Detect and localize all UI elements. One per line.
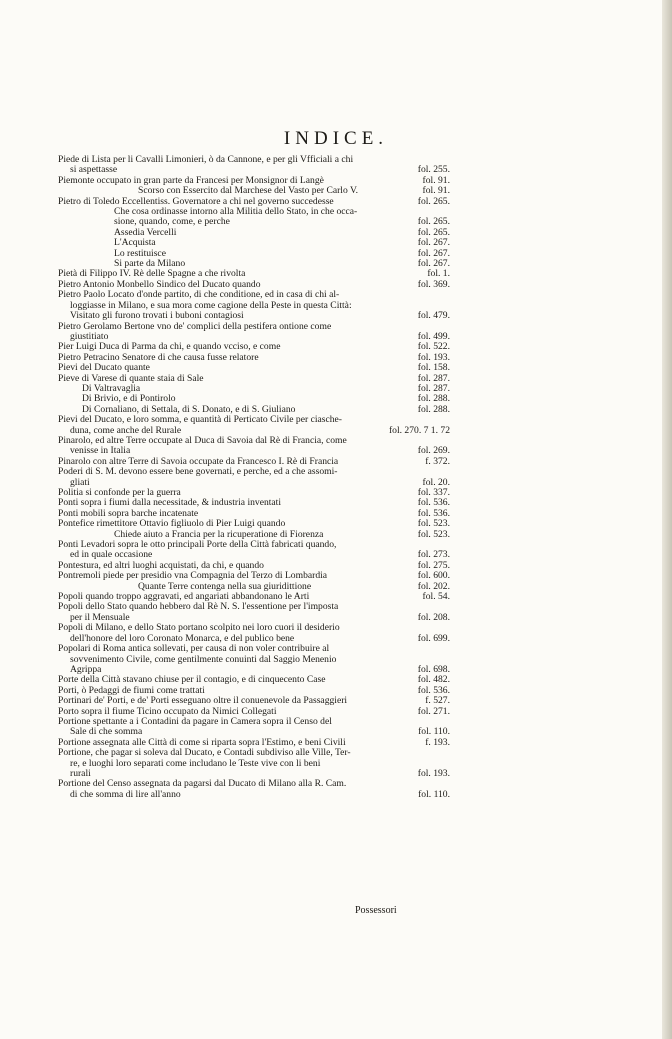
entry-ref: fol. 202. <box>417 580 450 592</box>
entry-text: dell'honore del loro Coronato Monarca, e del publico bene <box>70 633 295 644</box>
index-entry <box>58 644 450 654</box>
entry-ref: fol. 536. <box>417 497 450 509</box>
entry-ref <box>446 644 450 654</box>
entry-text: Popoli quando troppo aggravati, ed angariati abbandonano le Arti <box>58 592 310 603</box>
entry-ref <box>446 415 450 425</box>
entry-ref: fol. 288. <box>417 393 450 405</box>
entry-text: Che cosa ordinasse intorno alla Militia dello Stato, in che occa- <box>114 207 358 218</box>
entry-ref: f. 527. <box>425 695 450 707</box>
index-entry <box>58 613 450 623</box>
entry-text: Sale di che somma <box>70 727 143 738</box>
entry-text: Pontefice rimettitore Ottavio figliuolo di Pier Luigi quando <box>58 519 286 530</box>
index-entry <box>58 228 450 238</box>
entry-ref: fol. 267. <box>417 247 450 259</box>
entry-ref: fol. 275. <box>417 559 450 571</box>
index-entry <box>58 426 450 436</box>
entry-text: Pietro Antonio Monbello Sindico del Ducato quando <box>58 279 261 290</box>
index-entry <box>58 186 450 196</box>
index-entry <box>58 207 450 217</box>
page-edge <box>662 0 672 1039</box>
entry-text: loggiasse in Milano, e sua mora come cagione della Peste in questa Città: <box>70 300 352 311</box>
entry-text: Scorso con Essercito dal Marchese del Vasto per Carlo V. <box>138 186 359 197</box>
index-entry <box>58 259 450 269</box>
index-entry <box>58 779 450 789</box>
entry-ref: fol. 193. <box>417 351 450 363</box>
index-entry <box>58 165 450 175</box>
index-entry <box>58 197 450 207</box>
entry-text: Portione, che pagar si soleva dal Ducato, e Contadi subdiviso alle Ville, Ter- <box>58 748 351 759</box>
entry-text: Portinari de' Porti, e de' Porti esseguano oltre il conuenevole da Passaggieri <box>58 696 348 707</box>
index-entry <box>58 363 450 373</box>
entry-text: rurali <box>70 768 91 779</box>
entry-text: Piemonte occupato in gran parte da Francesi per Monsignor di Langè <box>58 175 324 186</box>
index-entry <box>58 332 450 342</box>
entry-text: sione, quando, come, e perche <box>114 217 230 228</box>
index-entry <box>58 342 450 352</box>
entry-text: Popoli dello Stato quando hebbero dal Rè N. S. l'essentione per l'imposta <box>58 602 339 613</box>
entry-text: Chiede aiuto a Francia per la ricuperatione di Fiorenza <box>114 529 324 540</box>
entry-text: Di Brivio, e di Pontirolo <box>82 394 176 405</box>
entry-text: giustitiato <box>70 331 109 342</box>
entry-ref: fol. 271. <box>417 705 450 717</box>
entry-ref: fol. 523. <box>417 518 450 530</box>
entry-ref: fol. 267. <box>417 258 450 270</box>
index-entry <box>58 550 450 560</box>
index-entry <box>58 519 450 529</box>
entry-ref: fol. 54. <box>422 591 450 603</box>
index-entry <box>58 322 450 332</box>
entry-text: Pinarolo con altre Terre di Savoia occupate da Francesco I. Rè di Francia <box>58 456 339 467</box>
entry-text: Politia si confonde per la guerra <box>58 488 181 498</box>
entry-text: venisse in Italia <box>70 446 131 457</box>
catchword: Possessori <box>355 905 397 916</box>
entry-text: Pieve di Varese di quante staia di Sale <box>58 373 204 384</box>
entry-ref: fol. 265. <box>417 226 450 238</box>
index-entry <box>58 530 450 540</box>
entry-text: Pontestura, ed altri luoghi acquistati, da chi, e quando <box>58 560 264 571</box>
entry-text: ed in quale occasione <box>70 550 153 561</box>
entry-text: Agrippa <box>70 664 102 675</box>
entry-ref: fol. 699. <box>417 632 450 644</box>
entry-text: gliati <box>70 477 90 488</box>
index-entry <box>58 707 450 717</box>
entry-text: Ponti Levadori sopra le otto principali Porte della Città fabricati quando, <box>58 540 337 551</box>
index-entry <box>58 675 450 685</box>
index-entries <box>58 155 450 800</box>
entry-text: Ponti mobili sopra barche incatenate <box>58 508 199 519</box>
index-entry <box>58 269 450 279</box>
index-entry <box>58 155 450 165</box>
entry-ref: fol. 267. <box>417 237 450 249</box>
entry-text: per il Mensuale <box>70 612 130 623</box>
index-entry <box>58 696 450 706</box>
entry-text: duna, come anche del Rurale <box>70 425 182 436</box>
index-entry <box>58 655 450 665</box>
entry-ref: fol. 273. <box>417 549 450 561</box>
entry-ref: fol. 265. <box>417 216 450 228</box>
entry-ref: fol. 600. <box>417 570 450 582</box>
index-entry <box>58 665 450 675</box>
index-entry <box>58 446 450 456</box>
entry-text: Assedia Vercelli <box>114 227 177 238</box>
entry-text: Si parte da Milano <box>114 259 186 270</box>
entry-ref: fol. 193. <box>417 767 450 779</box>
entry-text: Di Valtravaglia <box>82 383 141 394</box>
entry-ref: fol. 482. <box>417 674 450 686</box>
entry-text: Visitato gli furono trovati i buboni contagiosi <box>70 311 244 322</box>
entry-ref: fol. 288. <box>417 403 450 415</box>
entry-text: Pievi del Ducato, e loro somma, e quantità di Perticato Civile per ciasche- <box>58 415 342 426</box>
index-entry <box>58 488 450 498</box>
entry-ref <box>446 748 450 758</box>
index-entry <box>58 217 450 227</box>
entry-text: Pietro di Toledo Eccellentiss. Governatore a chi nel governo succedesse <box>58 196 334 207</box>
entry-ref: fol. 91. <box>422 185 450 197</box>
entry-ref: fol. 110. <box>418 788 450 800</box>
entry-ref: fol. 369. <box>417 278 450 290</box>
index-entry <box>58 748 450 758</box>
index-entry <box>58 384 450 394</box>
entry-text: Portione spettante a i Contadini da pagare in Camera sopra il Censo del <box>58 716 332 727</box>
entry-ref: fol. 523. <box>417 528 450 540</box>
index-entry <box>58 405 450 415</box>
index-entry <box>58 238 450 248</box>
page-title: INDICE. <box>283 128 389 149</box>
index-entry <box>58 509 450 519</box>
entry-ref: fol. 698. <box>417 663 450 675</box>
entry-ref: fol. 265. <box>417 195 450 207</box>
index-entry <box>58 436 450 446</box>
entry-ref: fol. 522. <box>417 341 450 353</box>
entry-ref: fol. 91. <box>422 174 450 186</box>
entry-text: Pontremoli piede per presidio vna Compagnia del Terzo di Lombardia <box>58 571 328 582</box>
entry-ref: f. 193. <box>425 736 450 748</box>
index-entry <box>58 790 450 800</box>
entry-text: Popoli di Milano, e dello Stato portano scolpito nei loro cuori il desiderio <box>58 623 340 634</box>
entry-text: Pietro Paolo Locato d'onde partito, di che conditione, ed in casa di chi al- <box>58 290 340 301</box>
index-entry <box>58 592 450 602</box>
index-entry <box>58 353 450 363</box>
entry-text: di che somma di lire all'anno <box>70 789 181 800</box>
entry-text: Portione del Censo assegnata da pagarsi dal Ducato di Milano alla R. Cam. <box>58 779 347 790</box>
index-entry <box>58 738 450 748</box>
entry-text: Piede di Lista per li Cavalli Limonieri, ò da Cannone, e per gli Vfficiali a chi <box>58 155 354 165</box>
index-entry <box>58 374 450 384</box>
entry-text: Pinarolo, ed altre Terre occupate al Duca di Savoia dal Rè di Francia, come <box>58 435 347 446</box>
entry-text: Popolari di Roma antica sollevati, per causa di non voler contribuire al <box>58 644 330 655</box>
entry-text: sovvenimento Civile, come gentilmente conuinti dal Saggio Menenio <box>70 654 337 665</box>
entry-ref: fol. 269. <box>417 445 450 457</box>
entry-text: Porti, ò Pedaggi de fiumi come trattati <box>58 685 205 696</box>
entry-ref: fol. 158. <box>417 362 450 374</box>
entry-ref: fol. 20. <box>422 476 450 488</box>
entry-ref: fol. 479. <box>417 310 450 322</box>
index-entry <box>58 290 450 300</box>
index-entry <box>58 478 450 488</box>
index-entry <box>58 467 450 477</box>
index-entry <box>58 623 450 633</box>
entry-ref: fol. 536. <box>417 507 450 519</box>
entry-ref: fol. 337. <box>417 487 450 498</box>
index-entry <box>58 571 450 581</box>
index-entry <box>58 561 450 571</box>
index-entry <box>58 634 450 644</box>
index-entry <box>58 415 450 425</box>
index-entry <box>58 457 450 467</box>
entry-ref <box>446 290 450 300</box>
entry-ref: fol. 287. <box>417 382 450 394</box>
entry-ref: fol. 536. <box>417 684 450 696</box>
entry-ref: fol. 287. <box>417 372 450 384</box>
index-entry <box>58 717 450 727</box>
index-entry <box>58 540 450 550</box>
entry-text: si aspettasse <box>70 165 118 176</box>
index-entry <box>58 280 450 290</box>
entry-text: Lo restituisce <box>114 248 166 259</box>
index-entry <box>58 249 450 259</box>
entry-ref: fol. 110. <box>418 726 450 738</box>
entry-ref: fol. 208. <box>417 611 450 623</box>
entry-text: Poderi di S. M. devono essere bene governati, e perche, ed a che assomi- <box>58 467 338 478</box>
index-entry <box>58 176 450 186</box>
index-entry <box>58 759 450 769</box>
entry-text: Ponti sopra i fiumi dalla necessitade, & industria inventati <box>58 498 282 509</box>
entry-text: L'Acquista <box>114 238 156 249</box>
index-entry <box>58 686 450 696</box>
entry-text: Portione assegnata alle Città di come si riparta sopra l'Estimo, e beni Civili <box>58 737 346 748</box>
entry-ref: fol. 499. <box>417 330 450 342</box>
entry-text: Pietro Petracino Senatore di che causa fusse relatore <box>58 352 259 363</box>
entry-text: Pier Luigi Duca di Parma da chi, e quando vcciso, e come <box>58 342 281 353</box>
entry-ref: fol. 270. 7 1. 72 <box>388 424 450 436</box>
entry-ref: fol. 255. <box>417 164 450 176</box>
index-entry <box>58 498 450 508</box>
index-entry <box>58 582 450 592</box>
entry-text: Quante Terre contenga nella sua giuridittione <box>138 581 312 592</box>
index-entry <box>58 727 450 737</box>
index-entry <box>58 311 450 321</box>
entry-text: Di Cornaliano, di Settala, di S. Donato, e di S. Giuliano <box>82 404 296 415</box>
entry-ref: fol. 1. <box>427 268 450 280</box>
index-entry <box>58 301 450 311</box>
entry-text: Pietà di Filippo IV. Rè delle Spagne a che rivolta <box>58 269 246 280</box>
entry-text: Porte della Città stavano chiuse per il contagio, e di cinquecento Case <box>58 675 326 686</box>
entry-text: Pietro Gerolamo Bertone vno de' complici della pestifera ontione come <box>58 321 332 332</box>
index-entry <box>58 769 450 779</box>
index-entry <box>58 394 450 404</box>
entry-text: re, e luoghi loro separati come includano le Teste vive con li beni <box>70 758 321 769</box>
entry-ref: f. 372. <box>425 455 450 467</box>
entry-text: Porto sopra il fiume Ticino occupato da Nimici Collegati <box>58 706 277 717</box>
entry-text: Pievi del Ducato quante <box>58 363 150 374</box>
index-entry <box>58 602 450 612</box>
